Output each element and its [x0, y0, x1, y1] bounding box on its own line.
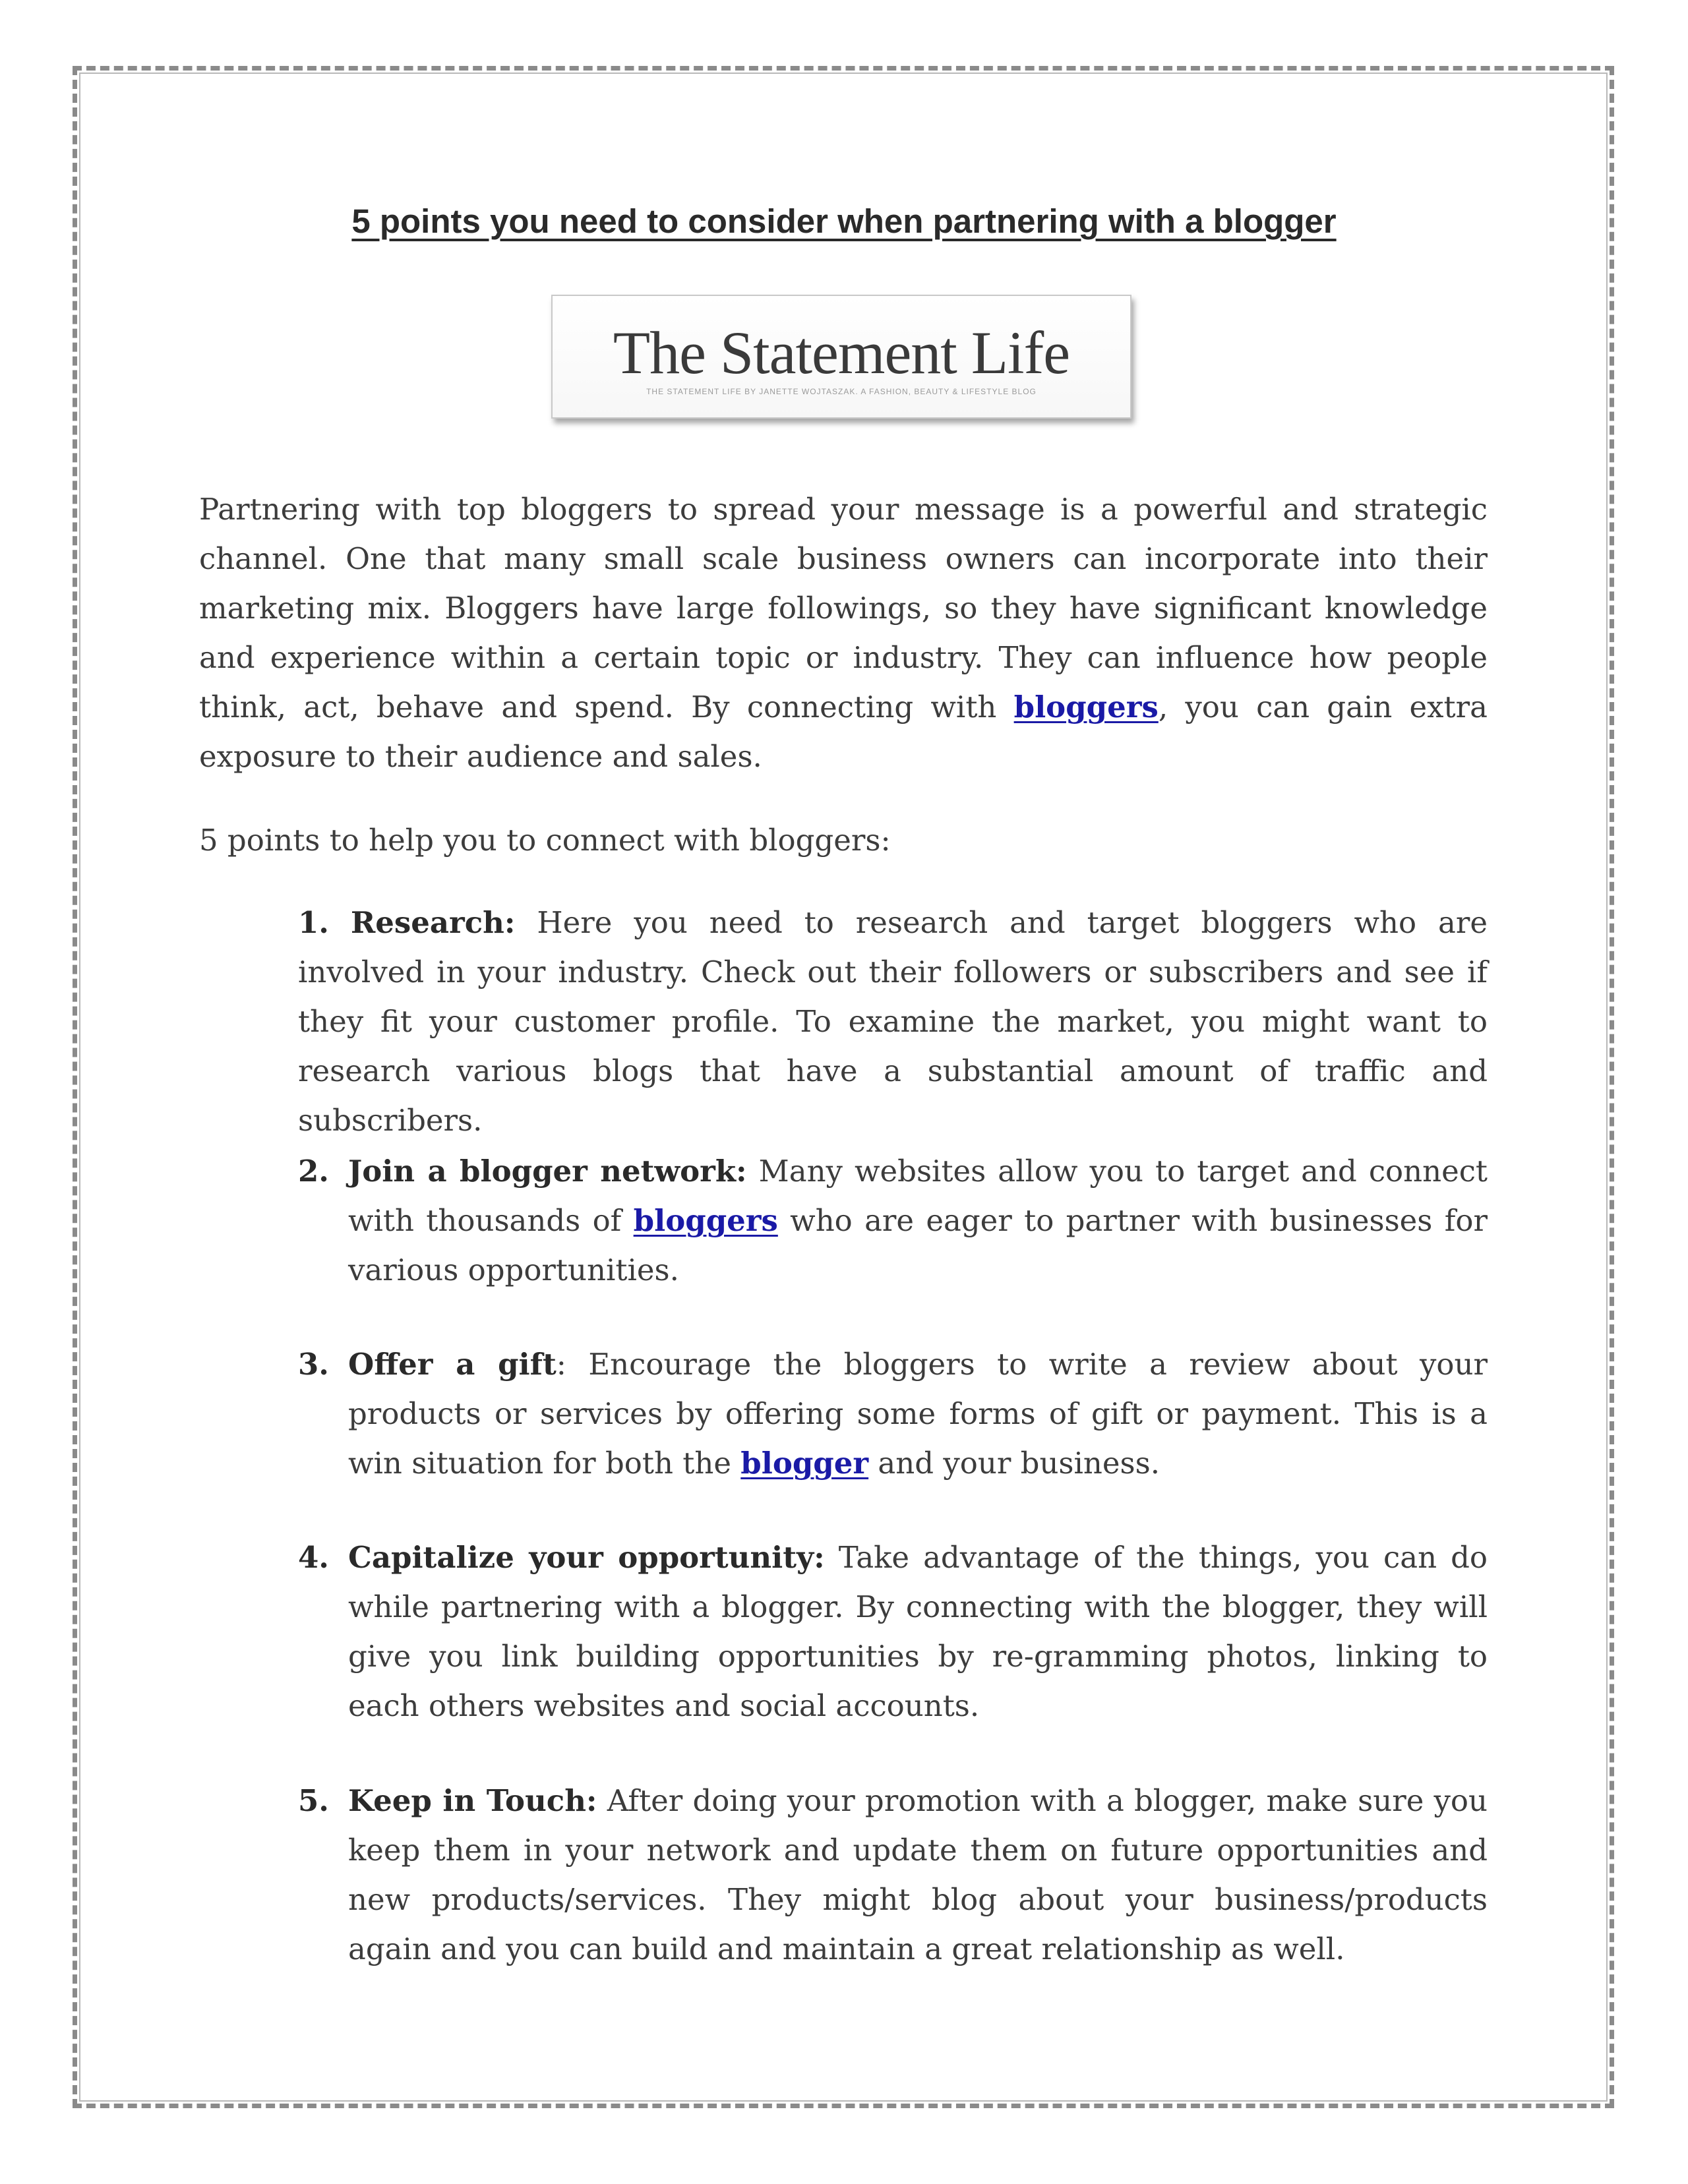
point-body-after-link: who are eager to partner with businesses for various opportunities. — [348, 1203, 1488, 1287]
bloggers-link[interactable]: bloggers — [1013, 690, 1159, 724]
blogger-link[interactable]: blogger — [740, 1446, 869, 1481]
point-capitalize — [298, 1533, 1488, 1730]
point-body-before-link: Many websites allow you to target and connect with thousands of — [348, 1154, 1488, 1238]
point-join-network-text — [348, 1146, 1488, 1295]
point-number: 5. — [298, 1783, 329, 1818]
bloggers-link[interactable]: bloggers — [633, 1203, 778, 1238]
point-research — [298, 898, 1488, 1145]
page-title: 5 points you need to consider when partnering with a blogger — [351, 202, 1337, 240]
point-offer-gift — [298, 1340, 1488, 1488]
point-body-after-link: and your business. — [868, 1446, 1160, 1481]
point-body-before-link: : Encourage the bloggers to write a review about your products or services by offering some forms of gift or payment. This is a win situation for both the — [348, 1347, 1488, 1481]
point-keep-in-touch-text — [348, 1776, 1488, 1974]
blog-logo — [551, 295, 1131, 419]
point-label: Research: — [350, 905, 516, 940]
point-label: Keep in Touch: — [348, 1783, 597, 1818]
intro-paragraph — [199, 485, 1488, 781]
point-number: 2. — [298, 1154, 329, 1189]
list-intro: 5 points to help you to connect with bloggers: — [199, 823, 891, 858]
logo-tagline: THE STATEMENT LIFE BY JANETTE WOJTASZAK. A FASHION, BEAUTY & LIFESTYLE BLOG — [646, 387, 1037, 396]
point-label: Offer a gift — [348, 1347, 557, 1382]
intro-text-after-link: , you can gain extra exposure to their audience and sales. — [199, 690, 1488, 774]
point-offer-gift-text — [348, 1340, 1488, 1488]
logo-name: The Statement Life — [613, 319, 1070, 386]
point-number: 1. — [298, 905, 329, 940]
point-body: Take advantage of the things, you can do while partnering with a blogger. By connecting with the blogger, they will give you link building opportunities by re-gramming photos, linking to each others websites and social accounts. — [348, 1540, 1488, 1723]
intro-text-before-link: Partnering with top bloggers to spread your message is a powerful and strategic channel. One that many small scale business owners can incorporate into their marketing mix. Bloggers have large followings, so they have significant knowledge and experience within a certain topic or industry. They can influence how people think, act, behave and spend. By connecting with — [199, 492, 1488, 724]
point-number: 4. — [298, 1540, 329, 1575]
point-capitalize-text — [348, 1533, 1488, 1730]
point-label: Join a blogger network: — [348, 1154, 747, 1189]
point-body: After doing your promotion with a blogger, make sure you keep them in your network and update them on future opportunities and new products/services. They might blog about your business/products again and you can build and maintain a great relationship as well. — [348, 1783, 1488, 1966]
point-body: Here you need to research and target bloggers who are involved in your industry. Check out their followers or subscribers and see if they fit your customer profile. To examine the market, you might want to research various blogs that have a substantial amount of traffic and subscribers. — [298, 905, 1488, 1138]
point-keep-in-touch — [298, 1776, 1488, 1974]
point-join-network — [298, 1146, 1488, 1295]
point-number: 3. — [298, 1347, 329, 1382]
point-research-text — [298, 898, 1488, 1145]
point-label: Capitalize your opportunity: — [348, 1540, 825, 1575]
